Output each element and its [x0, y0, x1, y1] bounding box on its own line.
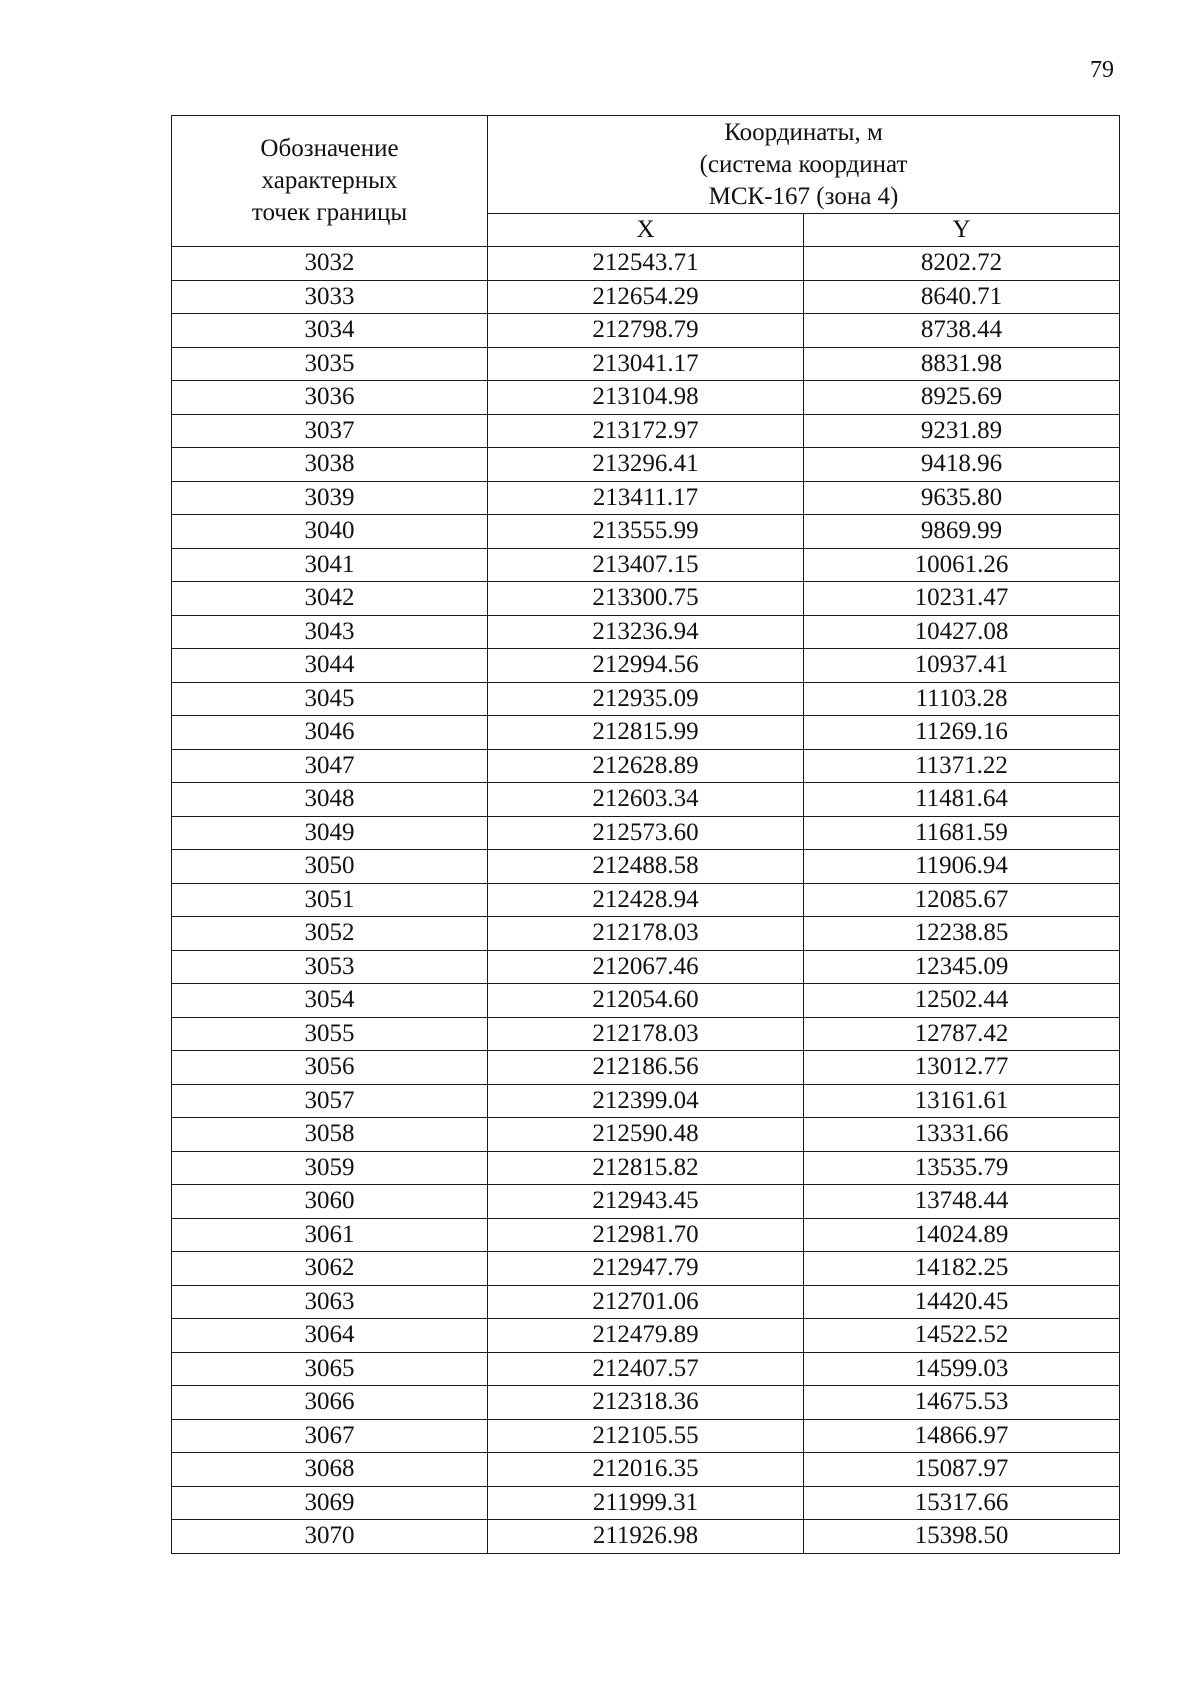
table-row: [172, 1185, 1120, 1219]
y-cell: 8831.98: [804, 347, 1120, 381]
y-cell: 14182.25: [804, 1252, 1120, 1286]
y-cell: 14024.89: [804, 1218, 1120, 1252]
header-designation-line: точек границы: [251, 199, 408, 226]
y-cell: 11103.28: [804, 682, 1120, 716]
x-cell: 212815.82: [488, 1151, 804, 1185]
table-row: [172, 381, 1120, 415]
y-cell: 13161.61: [804, 1084, 1120, 1118]
x-cell: 213407.15: [488, 548, 804, 582]
table-row: [172, 883, 1120, 917]
x-cell: 213172.97: [488, 414, 804, 448]
header-coords-line: (система координат: [699, 150, 908, 178]
table-row: [172, 816, 1120, 850]
x-cell: 212654.29: [488, 280, 804, 314]
x-cell: 211926.98: [488, 1520, 804, 1554]
header-x: X: [488, 214, 804, 247]
point-cell: 3060: [172, 1185, 488, 1219]
table-row: [172, 347, 1120, 381]
table-row: [172, 950, 1120, 984]
point-cell: 3065: [172, 1352, 488, 1386]
y-cell: 12238.85: [804, 917, 1120, 951]
point-cell: 3048: [172, 783, 488, 817]
x-cell: 212318.36: [488, 1386, 804, 1420]
x-cell: 213104.98: [488, 381, 804, 415]
y-cell: 11681.59: [804, 816, 1120, 850]
x-cell: 213296.41: [488, 448, 804, 482]
y-cell: 14866.97: [804, 1419, 1120, 1453]
point-cell: 3051: [172, 883, 488, 917]
point-cell: 3043: [172, 615, 488, 649]
x-cell: 212479.89: [488, 1319, 804, 1353]
point-cell: 3033: [172, 280, 488, 314]
point-cell: 3067: [172, 1419, 488, 1453]
table-row: [172, 314, 1120, 348]
table-row: [172, 984, 1120, 1018]
header-y: Y: [804, 214, 1120, 247]
y-cell: 8640.71: [804, 280, 1120, 314]
table-row: [172, 1051, 1120, 1085]
x-cell: 213411.17: [488, 481, 804, 515]
table-row: [172, 1118, 1120, 1152]
table-row: [172, 414, 1120, 448]
table-row: [172, 1218, 1120, 1252]
point-cell: 3062: [172, 1252, 488, 1286]
point-cell: 3054: [172, 984, 488, 1018]
y-cell: 11481.64: [804, 783, 1120, 817]
point-cell: 3058: [172, 1118, 488, 1152]
point-cell: 3040: [172, 515, 488, 549]
y-cell: 11906.94: [804, 850, 1120, 884]
table-row: [172, 1520, 1120, 1554]
point-cell: 3052: [172, 917, 488, 951]
y-cell: 14675.53: [804, 1386, 1120, 1420]
table-row: [172, 1285, 1120, 1319]
x-cell: 212407.57: [488, 1352, 804, 1386]
table-row: [172, 615, 1120, 649]
table-row: [172, 1319, 1120, 1353]
table-row: [172, 1084, 1120, 1118]
x-cell: 212186.56: [488, 1051, 804, 1085]
point-cell: 3035: [172, 347, 488, 381]
y-cell: 8738.44: [804, 314, 1120, 348]
point-cell: 3042: [172, 582, 488, 616]
table-row: [172, 1486, 1120, 1520]
x-cell: 212488.58: [488, 850, 804, 884]
table-row: [172, 917, 1120, 951]
header-coordinates: [488, 116, 1120, 214]
x-cell: 212178.03: [488, 1017, 804, 1051]
point-cell: 3039: [172, 481, 488, 515]
header-point-designation: [172, 116, 488, 247]
header-coords-line: МСК-167 (зона 4): [708, 182, 899, 210]
y-cell: 8202.72: [804, 247, 1120, 281]
y-cell: 10937.41: [804, 649, 1120, 683]
point-cell: 3032: [172, 247, 488, 281]
y-cell: 12787.42: [804, 1017, 1120, 1051]
point-cell: 3050: [172, 850, 488, 884]
table-header: [172, 116, 1120, 247]
table-row: [172, 749, 1120, 783]
table-row: [172, 716, 1120, 750]
table-row: [172, 1419, 1120, 1453]
point-cell: 3069: [172, 1486, 488, 1520]
y-cell: 11269.16: [804, 716, 1120, 750]
x-cell: 212105.55: [488, 1419, 804, 1453]
point-cell: 3053: [172, 950, 488, 984]
point-cell: 3038: [172, 448, 488, 482]
y-cell: 13535.79: [804, 1151, 1120, 1185]
x-cell: 213300.75: [488, 582, 804, 616]
x-cell: 212178.03: [488, 917, 804, 951]
x-cell: 212067.46: [488, 950, 804, 984]
y-cell: 13331.66: [804, 1118, 1120, 1152]
point-cell: 3055: [172, 1017, 488, 1051]
header-designation-line: Обозначение: [260, 135, 399, 162]
table-row: [172, 1151, 1120, 1185]
point-cell: 3057: [172, 1084, 488, 1118]
x-cell: 212815.99: [488, 716, 804, 750]
y-cell: 12345.09: [804, 950, 1120, 984]
x-cell: 212943.45: [488, 1185, 804, 1219]
table-row: [172, 649, 1120, 683]
point-cell: 3047: [172, 749, 488, 783]
y-cell: 14522.52: [804, 1319, 1120, 1353]
y-cell: 9231.89: [804, 414, 1120, 448]
point-cell: 3066: [172, 1386, 488, 1420]
y-cell: 15398.50: [804, 1520, 1120, 1554]
x-cell: 213041.17: [488, 347, 804, 381]
point-cell: 3064: [172, 1319, 488, 1353]
y-cell: 13748.44: [804, 1185, 1120, 1219]
point-cell: 3036: [172, 381, 488, 415]
x-cell: 213555.99: [488, 515, 804, 549]
x-cell: 212573.60: [488, 816, 804, 850]
y-cell: 14599.03: [804, 1352, 1120, 1386]
y-cell: 12502.44: [804, 984, 1120, 1018]
table-row: [172, 280, 1120, 314]
table-row: [172, 1017, 1120, 1051]
header-coords-line: Координаты, м: [724, 118, 883, 146]
x-cell: 212701.06: [488, 1285, 804, 1319]
x-cell: 212428.94: [488, 883, 804, 917]
x-cell: 212947.79: [488, 1252, 804, 1286]
y-cell: 13012.77: [804, 1051, 1120, 1085]
table-row: [172, 515, 1120, 549]
table-row: [172, 548, 1120, 582]
x-cell: 212399.04: [488, 1084, 804, 1118]
x-cell: 212016.35: [488, 1453, 804, 1487]
y-cell: 10231.47: [804, 582, 1120, 616]
table-row: [172, 1453, 1120, 1487]
point-cell: 3034: [172, 314, 488, 348]
x-cell: 212603.34: [488, 783, 804, 817]
x-cell: 212543.71: [488, 247, 804, 281]
point-cell: 3044: [172, 649, 488, 683]
point-cell: 3049: [172, 816, 488, 850]
point-cell: 3070: [172, 1520, 488, 1554]
y-cell: 8925.69: [804, 381, 1120, 415]
x-cell: 212798.79: [488, 314, 804, 348]
point-cell: 3037: [172, 414, 488, 448]
y-cell: 9635.80: [804, 481, 1120, 515]
table-row: [172, 1252, 1120, 1286]
point-cell: 3068: [172, 1453, 488, 1487]
table-row: [172, 1386, 1120, 1420]
y-cell: 15317.66: [804, 1486, 1120, 1520]
x-cell: 212628.89: [488, 749, 804, 783]
point-cell: 3045: [172, 682, 488, 716]
y-cell: 9869.99: [804, 515, 1120, 549]
y-cell: 10061.26: [804, 548, 1120, 582]
table-row: [172, 682, 1120, 716]
point-cell: 3041: [172, 548, 488, 582]
table-row: [172, 582, 1120, 616]
header-designation-line: характерных: [261, 167, 398, 194]
x-cell: 212590.48: [488, 1118, 804, 1152]
y-cell: 9418.96: [804, 448, 1120, 482]
y-cell: 14420.45: [804, 1285, 1120, 1319]
y-cell: 10427.08: [804, 615, 1120, 649]
coordinates-table: [171, 115, 1120, 1554]
point-cell: 3046: [172, 716, 488, 750]
table-row: [172, 247, 1120, 281]
x-cell: 212054.60: [488, 984, 804, 1018]
table-row: [172, 850, 1120, 884]
table-row: [172, 481, 1120, 515]
y-cell: 12085.67: [804, 883, 1120, 917]
point-cell: 3063: [172, 1285, 488, 1319]
table-row: [172, 783, 1120, 817]
x-cell: 212935.09: [488, 682, 804, 716]
x-cell: 213236.94: [488, 615, 804, 649]
point-cell: 3059: [172, 1151, 488, 1185]
table-row: [172, 448, 1120, 482]
point-cell: 3056: [172, 1051, 488, 1085]
x-cell: 211999.31: [488, 1486, 804, 1520]
point-cell: 3061: [172, 1218, 488, 1252]
y-cell: 11371.22: [804, 749, 1120, 783]
table-row: [172, 1352, 1120, 1386]
page-number: 79: [1090, 57, 1114, 83]
y-cell: 15087.97: [804, 1453, 1120, 1487]
x-cell: 212994.56: [488, 649, 804, 683]
x-cell: 212981.70: [488, 1218, 804, 1252]
table-body: [172, 247, 1120, 1554]
